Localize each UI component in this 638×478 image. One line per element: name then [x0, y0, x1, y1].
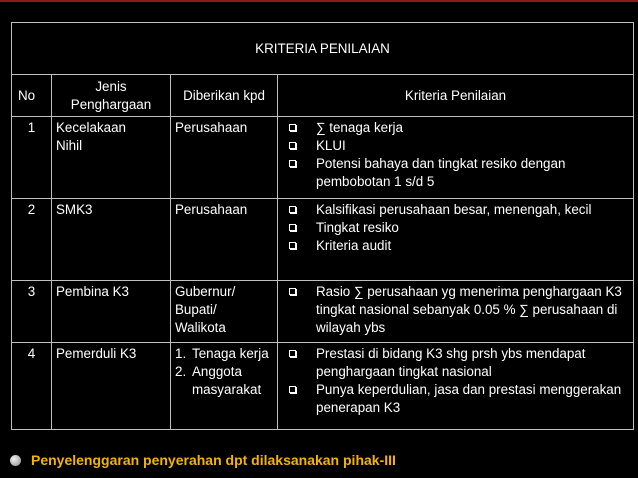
footer-text: Penyelenggaran penyerahan dpt dilaksanakan pihak-III	[31, 452, 396, 468]
criteria-list	[282, 119, 629, 191]
table-title: KRITERIA PENILAIAN	[12, 23, 634, 75]
square-bullet-icon	[289, 386, 297, 394]
cell-diberikan	[171, 199, 278, 281]
recipient-text: Tenaga kerja	[192, 346, 269, 361]
cell-no: 1	[12, 117, 52, 199]
jenis-line: Pemerduli K3	[56, 346, 137, 361]
criteria-text: Rasio ∑ perusahaan yg menerima penghargaan K3 tingkat nasional sebanyak 0.05 % ∑ perusahaan di wilayah ybs	[316, 284, 622, 335]
criteria-item	[282, 155, 629, 191]
table-row	[12, 199, 634, 281]
recipient-number: 1.	[175, 346, 187, 361]
cell-diberikan	[171, 281, 278, 343]
square-bullet-icon	[289, 224, 297, 232]
cell-jenis	[52, 343, 171, 430]
circle-bullet-icon	[10, 455, 21, 466]
square-bullet-icon	[289, 206, 297, 214]
jenis-line: SMK3	[56, 202, 93, 217]
criteria-item	[282, 219, 629, 237]
cell-jenis	[52, 281, 171, 343]
criteria-item	[282, 381, 629, 417]
header-no: No	[12, 75, 52, 117]
recipient-number: 2.	[175, 364, 187, 379]
cell-diberikan	[171, 343, 278, 430]
square-bullet-icon	[289, 124, 297, 132]
criteria-text: Kriteria audit	[316, 238, 392, 253]
square-bullet-icon	[289, 242, 297, 250]
recipient-list	[175, 345, 273, 399]
table-title-row	[12, 23, 634, 75]
diberikan-line: Walikota	[175, 320, 226, 335]
recipient-text: Anggota masyarakat	[192, 364, 262, 397]
diberikan-line: Bupati/	[175, 302, 217, 317]
jenis-line: Pembina K3	[56, 284, 129, 299]
criteria-item	[282, 201, 629, 219]
square-bullet-icon	[289, 160, 297, 168]
square-bullet-icon	[289, 142, 297, 150]
criteria-text: ∑ tenaga kerja	[316, 120, 403, 135]
criteria-text: Punya keperdulian, jasa dan prestasi menggerakan penerapan K3	[316, 382, 622, 415]
cell-jenis	[52, 199, 171, 281]
diberikan-line: Perusahaan	[175, 120, 248, 135]
cell-diberikan	[171, 117, 278, 199]
header-jenis	[52, 75, 171, 117]
criteria-list	[282, 201, 629, 255]
top-accent-rule	[0, 0, 638, 2]
table-row	[12, 117, 634, 199]
criteria-item	[282, 283, 629, 337]
table-body	[12, 117, 634, 430]
criteria-list	[282, 283, 629, 337]
diberikan-line: Perusahaan	[175, 202, 248, 217]
recipient-item	[175, 363, 273, 399]
recipient-item	[175, 345, 273, 363]
criteria-text: Kalsifikasi perusahaan besar, menengah, kecil	[316, 202, 592, 217]
criteria-text: KLUI	[316, 138, 346, 153]
table-row	[12, 281, 634, 343]
criteria-text: Prestasi di bidang K3 shg prsh ybs mendapat penghargaan tingkat nasional	[316, 346, 586, 379]
diberikan-line: Gubernur/	[175, 284, 236, 299]
header-diberikan: Diberikan kpd	[171, 75, 278, 117]
jenis-line: Nihil	[56, 138, 83, 153]
square-bullet-icon	[289, 350, 297, 358]
square-bullet-icon	[289, 288, 297, 296]
cell-kriteria	[278, 117, 634, 199]
criteria-text: Potensi bahaya dan tingkat resiko dengan pembobotan 1 s/d 5	[316, 156, 566, 189]
criteria-list	[282, 345, 629, 417]
criteria-table	[11, 22, 634, 430]
criteria-item	[282, 119, 629, 137]
cell-kriteria	[278, 199, 634, 281]
jenis-line: Kecelakaan	[56, 120, 126, 135]
criteria-item	[282, 345, 629, 381]
header-jenis-line1: Jenis	[95, 78, 127, 94]
table-row	[12, 343, 634, 430]
header-jenis-line2: Penghargaan	[70, 96, 152, 112]
cell-kriteria	[278, 281, 634, 343]
footer-note	[10, 452, 396, 468]
cell-no: 3	[12, 281, 52, 343]
cell-no: 2	[12, 199, 52, 281]
criteria-item	[282, 237, 629, 255]
criteria-text: Tingkat resiko	[316, 220, 399, 235]
cell-kriteria	[278, 343, 634, 430]
header-kriteria: Kriteria Penilaian	[278, 75, 634, 117]
cell-no: 4	[12, 343, 52, 430]
table-header-row	[12, 75, 634, 117]
cell-jenis	[52, 117, 171, 199]
criteria-item	[282, 137, 629, 155]
